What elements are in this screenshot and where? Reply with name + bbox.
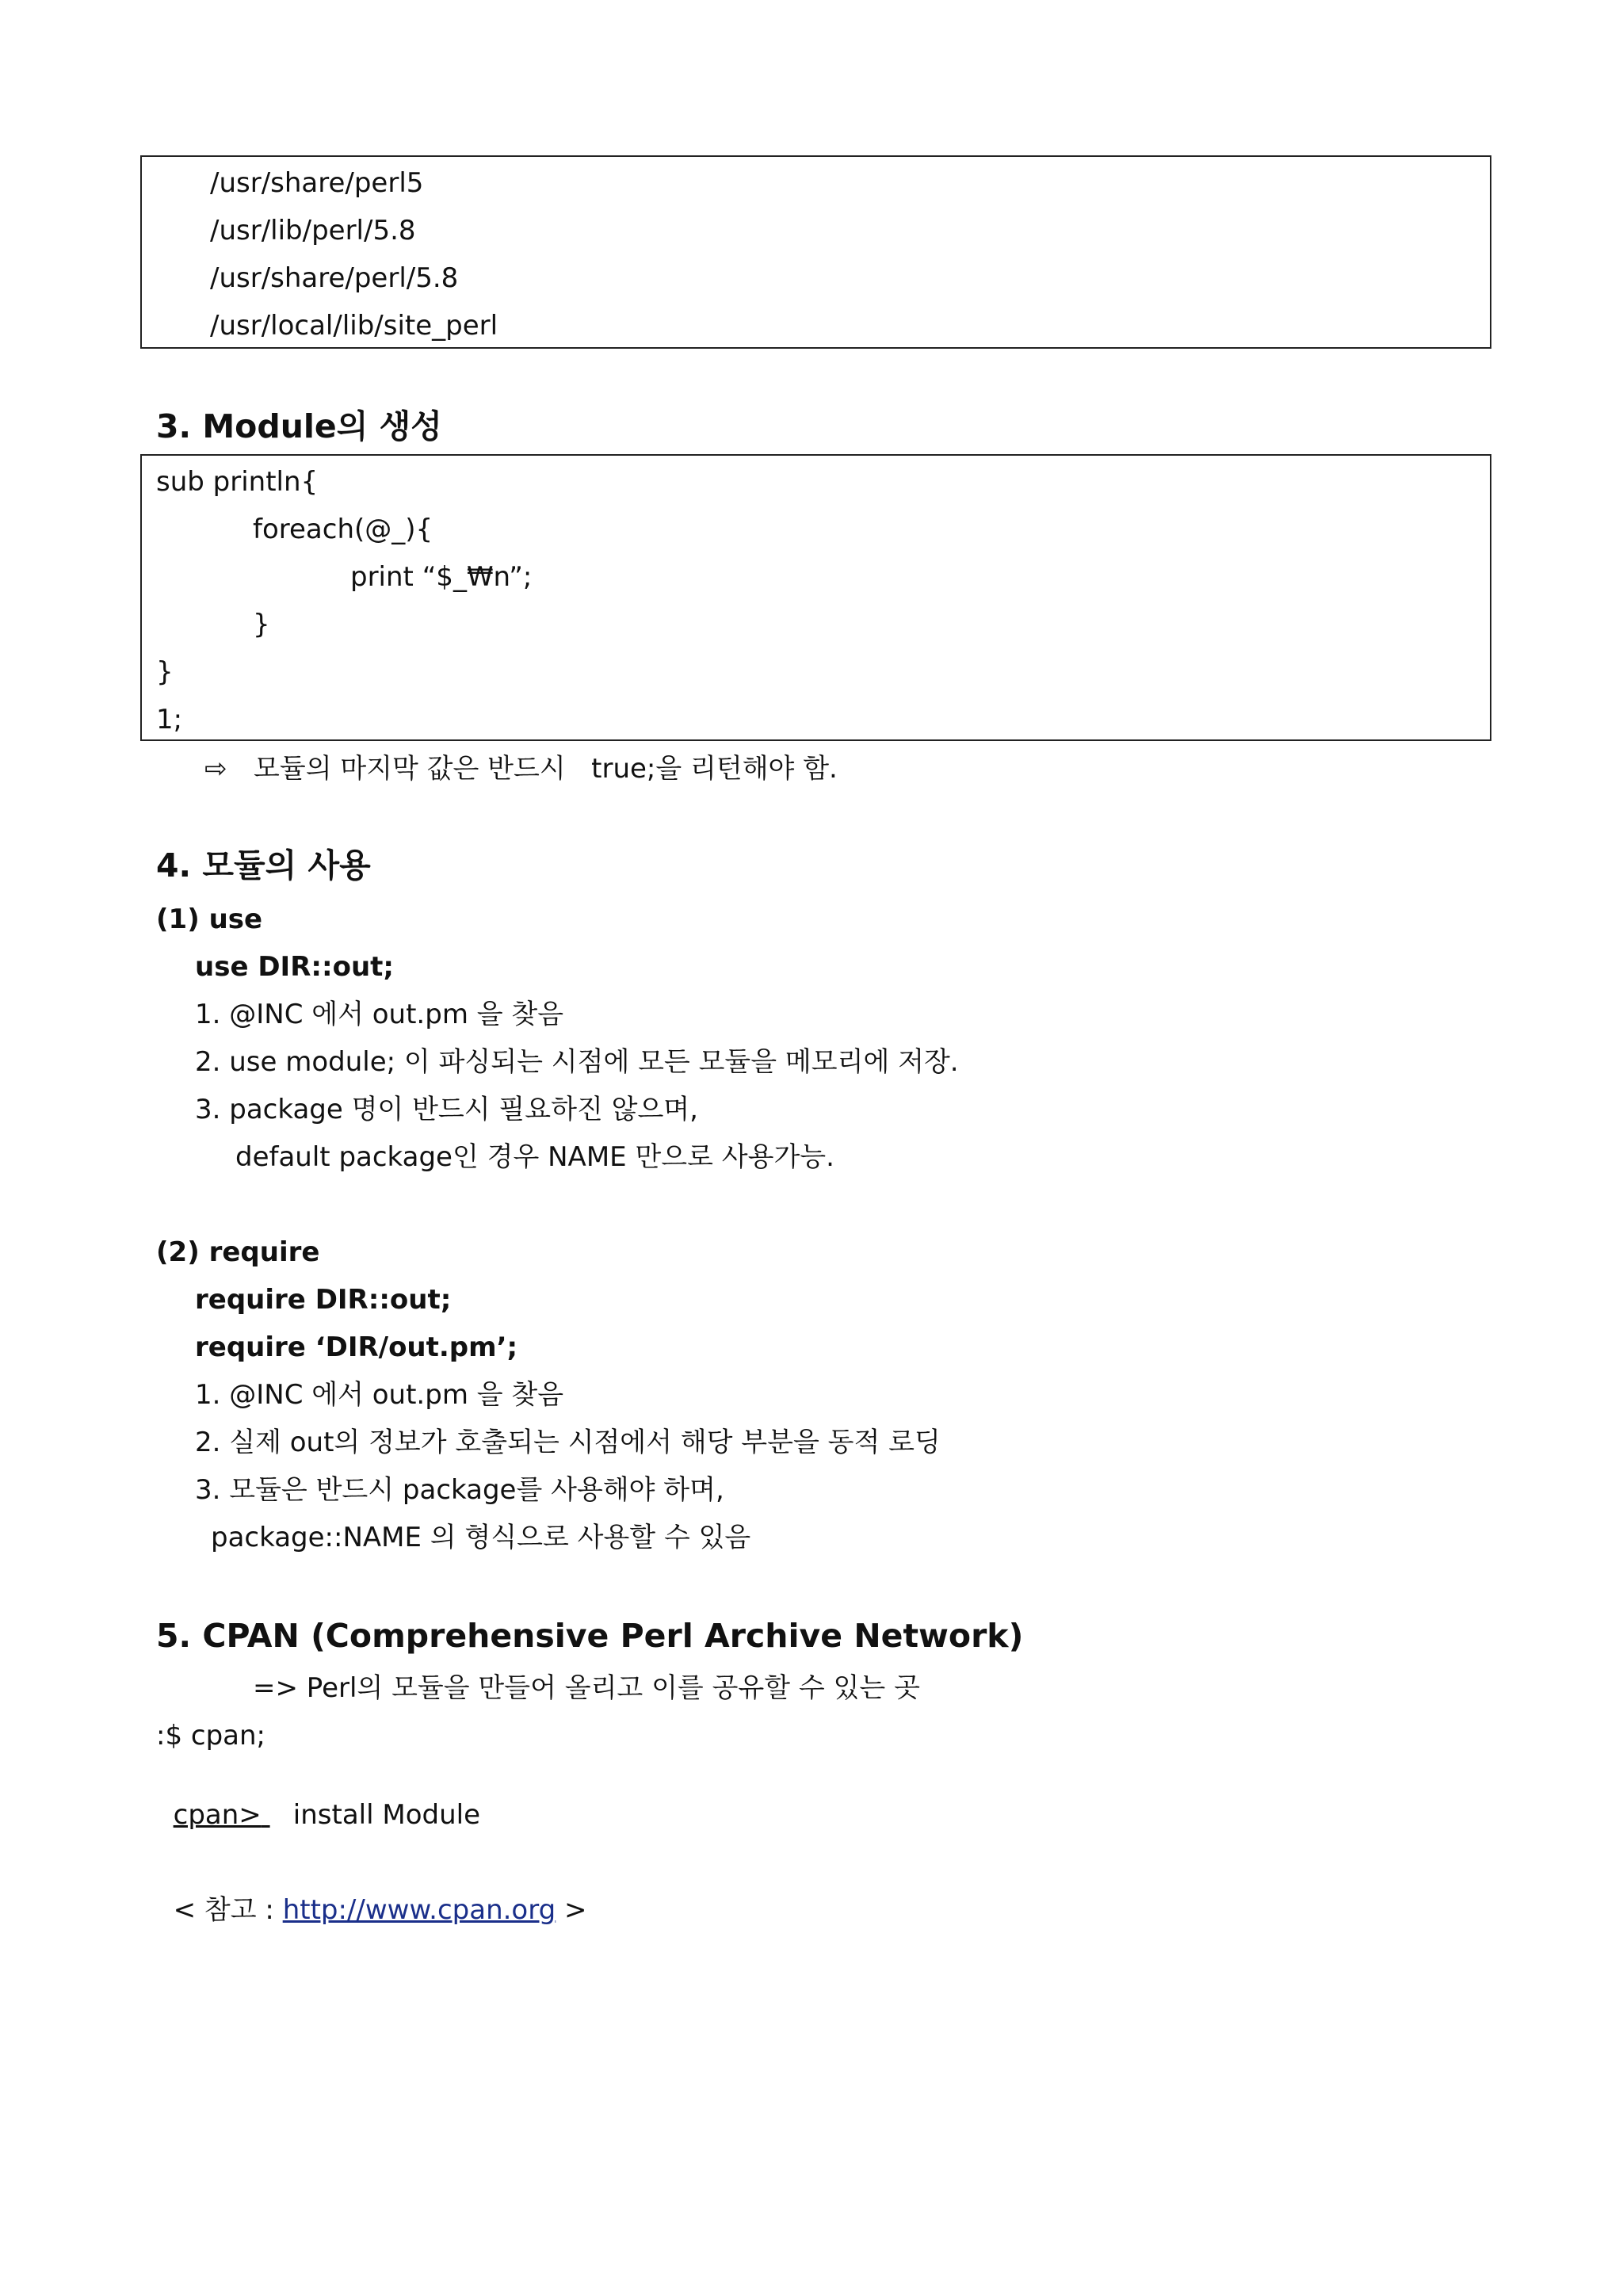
code-box	[140, 454, 1491, 741]
path-line: /usr/lib/perl/5.8	[210, 215, 416, 246]
cpan-install-command: install Module	[292, 1799, 480, 1831]
use-statement: use DIR::out;	[195, 951, 394, 983]
path-line: /usr/share/perl5	[210, 167, 424, 199]
code-line: foreach(@_){	[253, 514, 433, 545]
reference-prefix: < 참고 :	[173, 1894, 283, 1926]
cpan-prompt: cpan>	[173, 1799, 262, 1831]
section-5-title: 5. CPAN (Comprehensive Perl Archive Network)	[156, 1617, 1024, 1655]
code-line: }	[156, 656, 174, 688]
path-line: /usr/share/perl/5.8	[210, 262, 459, 294]
require-item-cont: package::NAME 의 형식으로 사용할 수 있음	[211, 1522, 751, 1553]
cpan-link[interactable]: http://www.cpan.org	[282, 1894, 556, 1926]
cpan-description: => Perl의 모듈을 만들어 올리고 이를 공유할 수 있는 곳	[253, 1672, 920, 1704]
cpan-command: :$ cpan;	[156, 1720, 266, 1752]
cpan-prompt-line	[156, 1767, 480, 1831]
use-item: 2. use module; 이 파싱되는 시점에 모든 모듈을 메모리에 저장.	[195, 1046, 959, 1078]
section-4-title: 4. 모듈의 사용	[156, 846, 371, 884]
require-item: 3. 모듈은 반드시 package를 사용해야 하며,	[195, 1474, 724, 1506]
use-item: 1. @INC 에서 out.pm 을 찾음	[195, 999, 564, 1030]
code-line: }	[253, 609, 270, 640]
require-statement: require ‘DIR/out.pm’;	[195, 1331, 518, 1363]
use-item: 3. package 명이 반드시 필요하진 않으며,	[195, 1094, 698, 1125]
section-3-title: 3. Module의 생성	[156, 407, 442, 445]
prompt-spacer	[262, 1799, 293, 1831]
require-item: 1. @INC 에서 out.pm 을 찾음	[195, 1379, 564, 1411]
require-heading: (2) require	[156, 1236, 320, 1268]
reference-suffix: >	[556, 1894, 587, 1926]
code-line: 1;	[156, 704, 183, 735]
module-note: 모듈의 마지막 값은 반드시 true;을 리턴해야 함.	[254, 753, 838, 785]
require-statement: require DIR::out;	[195, 1284, 452, 1316]
require-item: 2. 실제 out의 정보가 호출되는 시점에서 해당 부분을 동적 로딩	[195, 1427, 941, 1458]
path-line: /usr/local/lib/site_perl	[210, 310, 498, 342]
reference-line	[156, 1862, 586, 1926]
arrow-icon: ⇨	[204, 753, 227, 785]
use-item-cont: default package인 경우 NAME 만으로 사용가능.	[235, 1141, 834, 1173]
use-heading: (1) use	[156, 904, 263, 935]
code-line: sub println{	[156, 466, 319, 498]
code-line: print “$_₩n”;	[350, 561, 533, 593]
